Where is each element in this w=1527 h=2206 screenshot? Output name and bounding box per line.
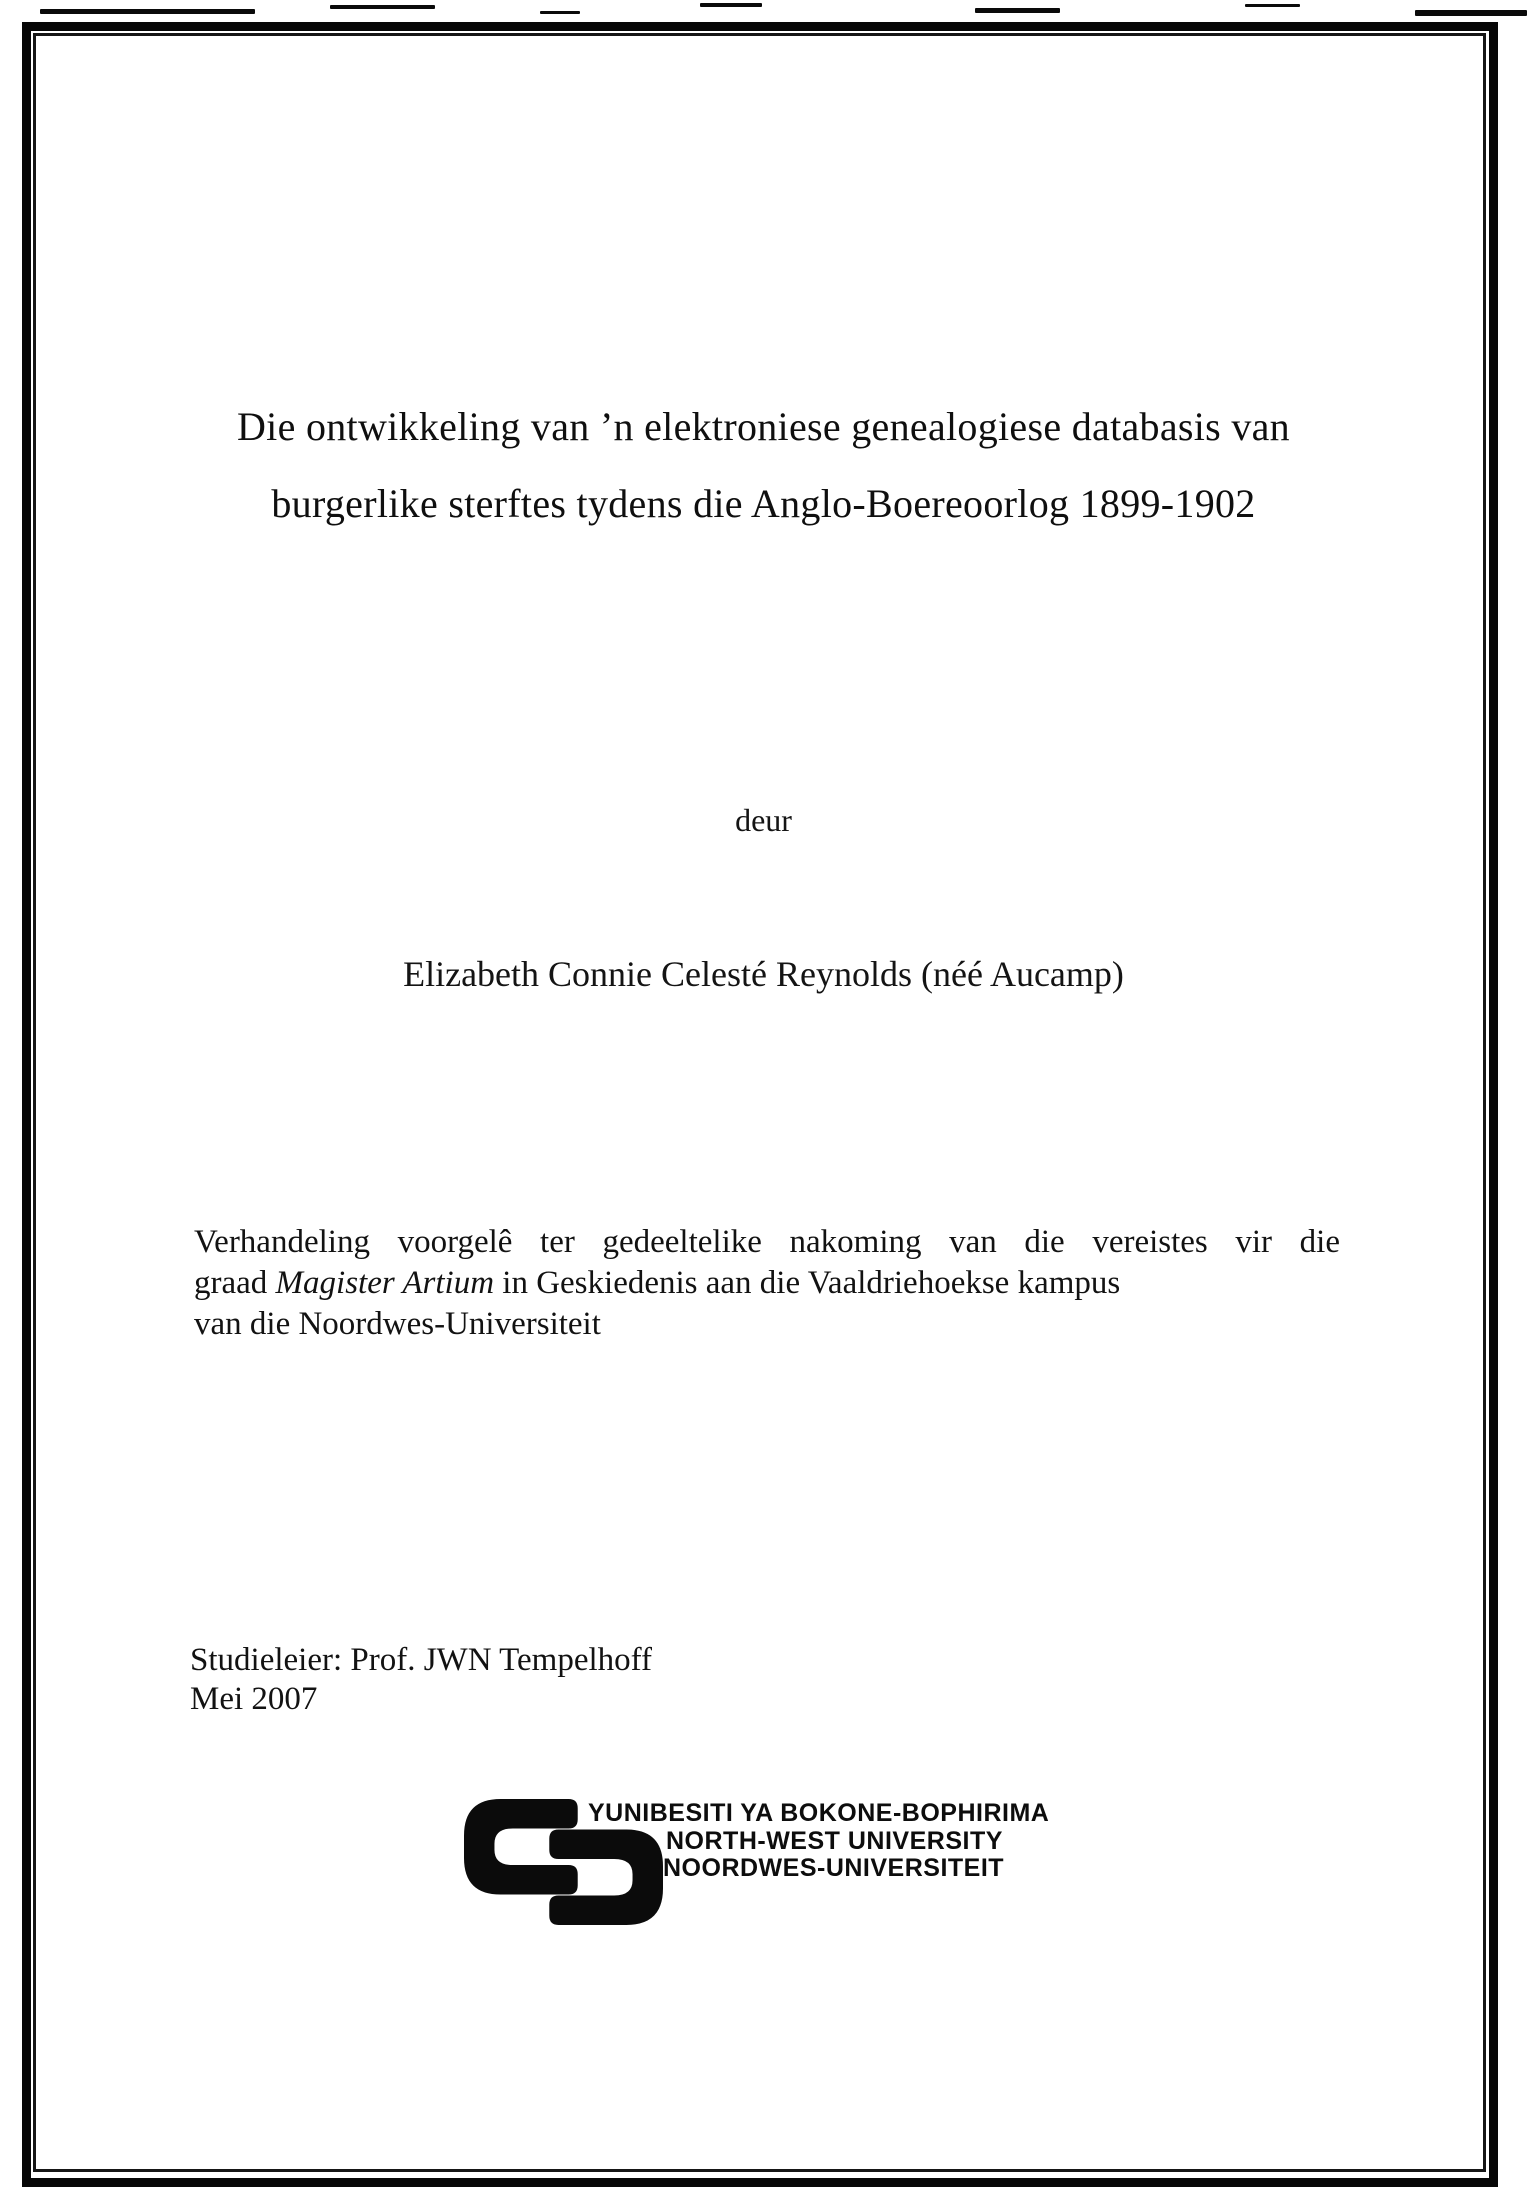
thesis-title-line-2: burgerlike sterftes tydens die Anglo-Boereoorlog 1899-1902 xyxy=(271,481,1256,526)
description-line-2-post: in Geskiedenis aan die Vaaldriehoekse kampus xyxy=(494,1265,1121,1301)
supervisor-block xyxy=(190,1641,652,1719)
scan-artifact-dash xyxy=(1415,10,1527,16)
scan-artifact-dash xyxy=(975,8,1060,13)
university-logo-text-setswana: YUNIBESITI YA BOKONE-BOPHIRIMA xyxy=(588,1799,1050,1827)
description-line-2 xyxy=(194,1263,1340,1304)
date-line: Mei 2007 xyxy=(190,1681,318,1717)
byline: deur xyxy=(735,802,792,838)
description-line-3: van die Noordwes-Universiteit xyxy=(194,1306,601,1342)
scan-artifact-dash xyxy=(700,3,762,7)
thesis-title xyxy=(180,388,1347,542)
thesis-title-line-1: Die ontwikkeling van ’n elektroniese genealogiese databasis van xyxy=(236,404,1290,449)
scan-artifact-dash xyxy=(540,11,580,14)
university-logo-text-afrikaans: NOORDWES-UNIVERSITEIT xyxy=(663,1854,1005,1882)
scan-artifact-dash xyxy=(40,9,255,14)
university-logo-text-english: NORTH-WEST UNIVERSITY xyxy=(666,1827,1003,1855)
author-name: Elizabeth Connie Celesté Reynolds (néé Aucamp) xyxy=(403,954,1124,994)
description-line-2-pre: graad xyxy=(194,1265,276,1301)
degree-name: Magister Artium xyxy=(275,1265,495,1301)
scan-artifact-dash xyxy=(330,5,435,9)
description-line-1: Verhandeling voorgelê ter gedeeltelike nakoming van die vereistes vir die xyxy=(194,1224,1340,1260)
supervisor-line: Studieleier: Prof. JWN Tempelhoff xyxy=(190,1642,653,1678)
scan-artifact-dash xyxy=(1245,4,1300,7)
thesis-description xyxy=(194,1222,1340,1345)
